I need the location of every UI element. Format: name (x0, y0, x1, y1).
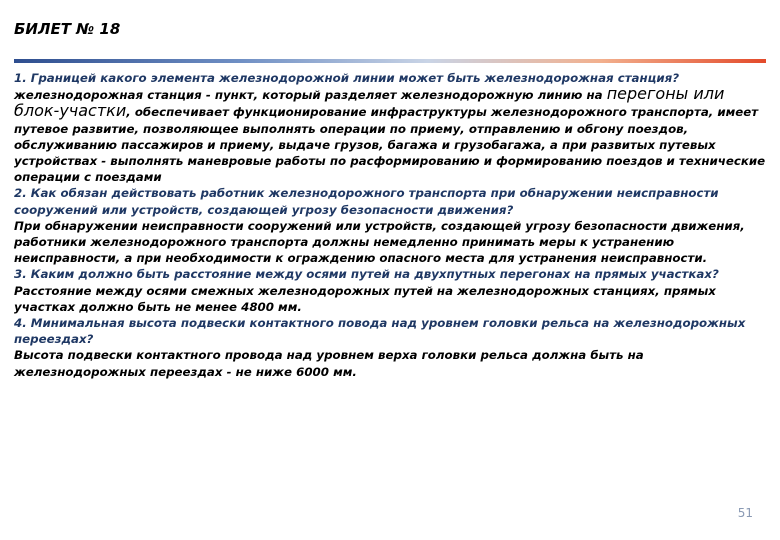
answer-1-highlight: перегоны или блок-участки (14, 84, 725, 121)
question-4: 4. Минимальная высота подвески контактного повода над уровнем головки рельса на железнодорожных переездах? (14, 316, 746, 347)
ticket-content (14, 70, 768, 380)
answer-1-part-b: , обеспечивает функционирование инфраструктуры железнодорожного транспорта, имеет путевое развитие, позволяющее выполнять операции по приему, отправлению и обгону поездов, обслуживанию пассажиров и приему, выдаче грузов, багажа и грузобагажа, а при развитых путевых устройствах - выполнять маневровые работы по расформированию и формированию поездов и технические операции с поездами (14, 105, 766, 185)
question-3: 3. Каким должно быть расстояние между осями путей на двухпутных перегонах на прямых участках? (14, 267, 719, 282)
question-2: 2. Как обязан действовать работник железнодорожного транспорта при обнаружении неисправности сооружений или устройств, создающей угрозу безопасности движения? (14, 186, 719, 217)
answer-1-part-a: железнодорожная станция - пункт, который разделяет железнодорожную линию на (14, 88, 607, 103)
slide-title: БИЛЕТ № 18 (14, 20, 121, 38)
page-number: 51 (737, 506, 753, 520)
answer-4: Высота подвески контактного провода над уровнем верха головки рельса должна быть на железнодорожных переездах - не ниже 6000 мм. (14, 348, 644, 379)
answer-3: Расстояние между осями смежных железнодорожных путей на железнодорожных станциях, прямых участках должно быть не менее 4800 мм. (14, 283, 716, 314)
title-divider (14, 59, 766, 63)
question-1: 1. Границей какого элемента железнодорожной линии может быть железнодорожная станция? (14, 71, 680, 85)
answer-1 (14, 86, 768, 185)
answer-2: При обнаружении неисправности сооружений или устройств, создающей угрозу безопасности движения, работники железнодорожного транспорта должны немедленно принимать меры к устранению неисправности, а при необходимости к ограждению опасного места для устранения неисправности. (14, 218, 745, 266)
